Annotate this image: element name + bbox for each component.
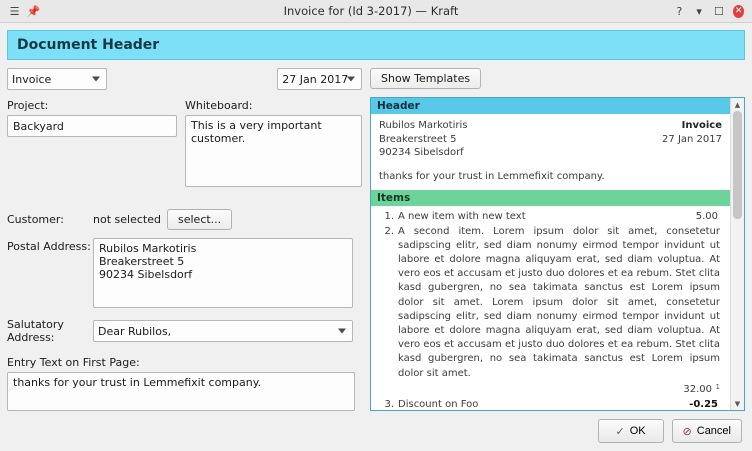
postal-address-textarea[interactable] xyxy=(93,238,353,308)
project-label: Project: xyxy=(7,99,49,112)
preview-doc-meta xyxy=(662,119,722,160)
item-amount: 32.00 xyxy=(683,383,712,395)
minimize-icon[interactable]: ▾ xyxy=(696,4,702,18)
scroll-up-icon[interactable]: ▲ xyxy=(734,100,741,109)
doctype-date-row xyxy=(7,68,362,90)
help-icon[interactable]: ? xyxy=(676,4,683,18)
preview-entry-text: thanks for your trust in Lemmefixit company. xyxy=(379,170,605,182)
title-bar xyxy=(0,0,752,23)
customer-label: Customer: xyxy=(7,212,64,226)
scrollbar-thumb[interactable] xyxy=(733,111,742,219)
scroll-down-icon[interactable]: ▼ xyxy=(734,399,741,408)
dialog-footer xyxy=(0,411,752,451)
maximize-icon[interactable]: ☐ xyxy=(713,4,724,18)
preview-items-list xyxy=(371,206,730,411)
salutatory-address-select[interactable] xyxy=(93,320,353,342)
item-tax-marker: 1 xyxy=(715,382,720,391)
project-whiteboard-labels xyxy=(7,99,362,112)
title-bar-controls xyxy=(674,5,748,18)
customer-row xyxy=(7,209,362,229)
project-whiteboard-row xyxy=(7,115,362,187)
form-pane xyxy=(7,68,362,411)
item-tax-marker xyxy=(718,398,726,410)
window-title: Invoice for (Id 3-2017) — Kraft xyxy=(283,4,459,18)
item-amount: -0.25 xyxy=(689,398,718,410)
preview-scrollbar[interactable] xyxy=(730,98,744,410)
address-line-3: 90234 Sibelsdorf xyxy=(379,147,464,158)
item-text: A new item with new text xyxy=(398,210,526,222)
templates-row xyxy=(370,68,745,89)
entry-text-label: Entry Text on First Page: xyxy=(7,356,140,369)
preview-recipient-address xyxy=(379,119,467,160)
project-input[interactable] xyxy=(7,115,177,137)
entry-text-textarea[interactable] xyxy=(7,372,355,411)
postal-address-label: Postal Address: xyxy=(7,240,91,253)
chevron-down-icon xyxy=(347,77,355,82)
page-title: Document Header xyxy=(7,30,745,60)
postal-address-row xyxy=(7,238,362,308)
address-line-2: Breakerstreet 5 xyxy=(379,133,457,145)
preview-doc-date: 27 Jan 2017 xyxy=(662,133,722,145)
list-item xyxy=(377,210,726,224)
ok-button[interactable] xyxy=(598,419,664,443)
document-preview xyxy=(370,97,745,411)
preview-section-header: Header xyxy=(371,98,730,114)
select-customer-button[interactable]: select... xyxy=(167,209,232,230)
item-amount-row xyxy=(398,383,720,397)
salutatory-address-label: Salutatory Address: xyxy=(7,318,64,344)
preview-pane xyxy=(370,68,745,411)
item-number: 3. xyxy=(384,398,394,410)
ok-button-label: OK xyxy=(629,425,646,437)
title-bar-left-icons xyxy=(4,5,68,18)
check-icon: ✓ xyxy=(615,425,625,438)
chevron-down-icon xyxy=(338,329,346,334)
whiteboard-textarea[interactable] xyxy=(185,115,362,187)
scrollbar-track[interactable] xyxy=(731,111,744,397)
item-amount: 5.00 xyxy=(695,210,718,222)
list-item xyxy=(377,225,726,397)
item-tax-marker xyxy=(718,210,726,224)
item-number: 2. xyxy=(384,225,394,237)
pin-icon[interactable]: 📌 xyxy=(26,4,41,18)
item-number: 1. xyxy=(384,210,394,222)
close-icon[interactable]: ✕ xyxy=(734,5,743,16)
salutatory-address-row xyxy=(7,318,362,344)
preview-address-block xyxy=(371,114,730,163)
cancel-button-label: Cancel xyxy=(696,425,731,437)
preview-doc-kind: Invoice xyxy=(681,120,722,131)
preview-content[interactable] xyxy=(371,98,730,410)
list-item xyxy=(377,398,726,410)
address-line-1: Rubilos Markotiris xyxy=(379,120,468,131)
dialog-body xyxy=(0,60,752,411)
document-type-value: Invoice xyxy=(12,72,52,86)
whiteboard-label: Whiteboard: xyxy=(185,99,253,112)
chevron-down-icon xyxy=(92,77,100,82)
item-text: A second item. Lorem ipsum dolor sit amet, consetetur sadipscing elitr, sed diam nonumy eirmod tempor invidunt ut labore et dolore magna aliquyam erat, sed diam voluptua. At vero eos et accusam et justo duo dolores et ea rebum. Stet clita kasd gubergren, no sea takimata sanctus est Lorem ipsum dolor sit amet. Lorem ipsum dolor sit amet, consetetur sadipscing elitr, sed diam nonumy eirmod tempor invidunt ut labore et dolore magna aliquyam erat, sed diam voluptua. At vero eos et accusam et justo duo dolores et ea rebum. Stet clita kasd gubergren, no sea takimata sanctus est Lorem ipsum dolor sit amet. 32.00 1 xyxy=(398,225,726,397)
document-date-select[interactable] xyxy=(277,68,362,90)
document-type-select[interactable] xyxy=(7,68,107,90)
cancel-button[interactable] xyxy=(672,419,742,443)
document-date-value: 27 Jan 2017 xyxy=(282,72,349,86)
cancel-icon: ⊘ xyxy=(682,425,692,438)
window-menu-icon[interactable]: ☰ xyxy=(9,4,20,18)
preview-section-items: Items xyxy=(371,190,730,206)
customer-value: not selected xyxy=(93,212,161,226)
item-text: Discount on Foo xyxy=(398,398,479,410)
salutatory-address-value: Dear Rubilos, xyxy=(98,324,172,338)
show-templates-button[interactable]: Show Templates xyxy=(370,68,481,89)
